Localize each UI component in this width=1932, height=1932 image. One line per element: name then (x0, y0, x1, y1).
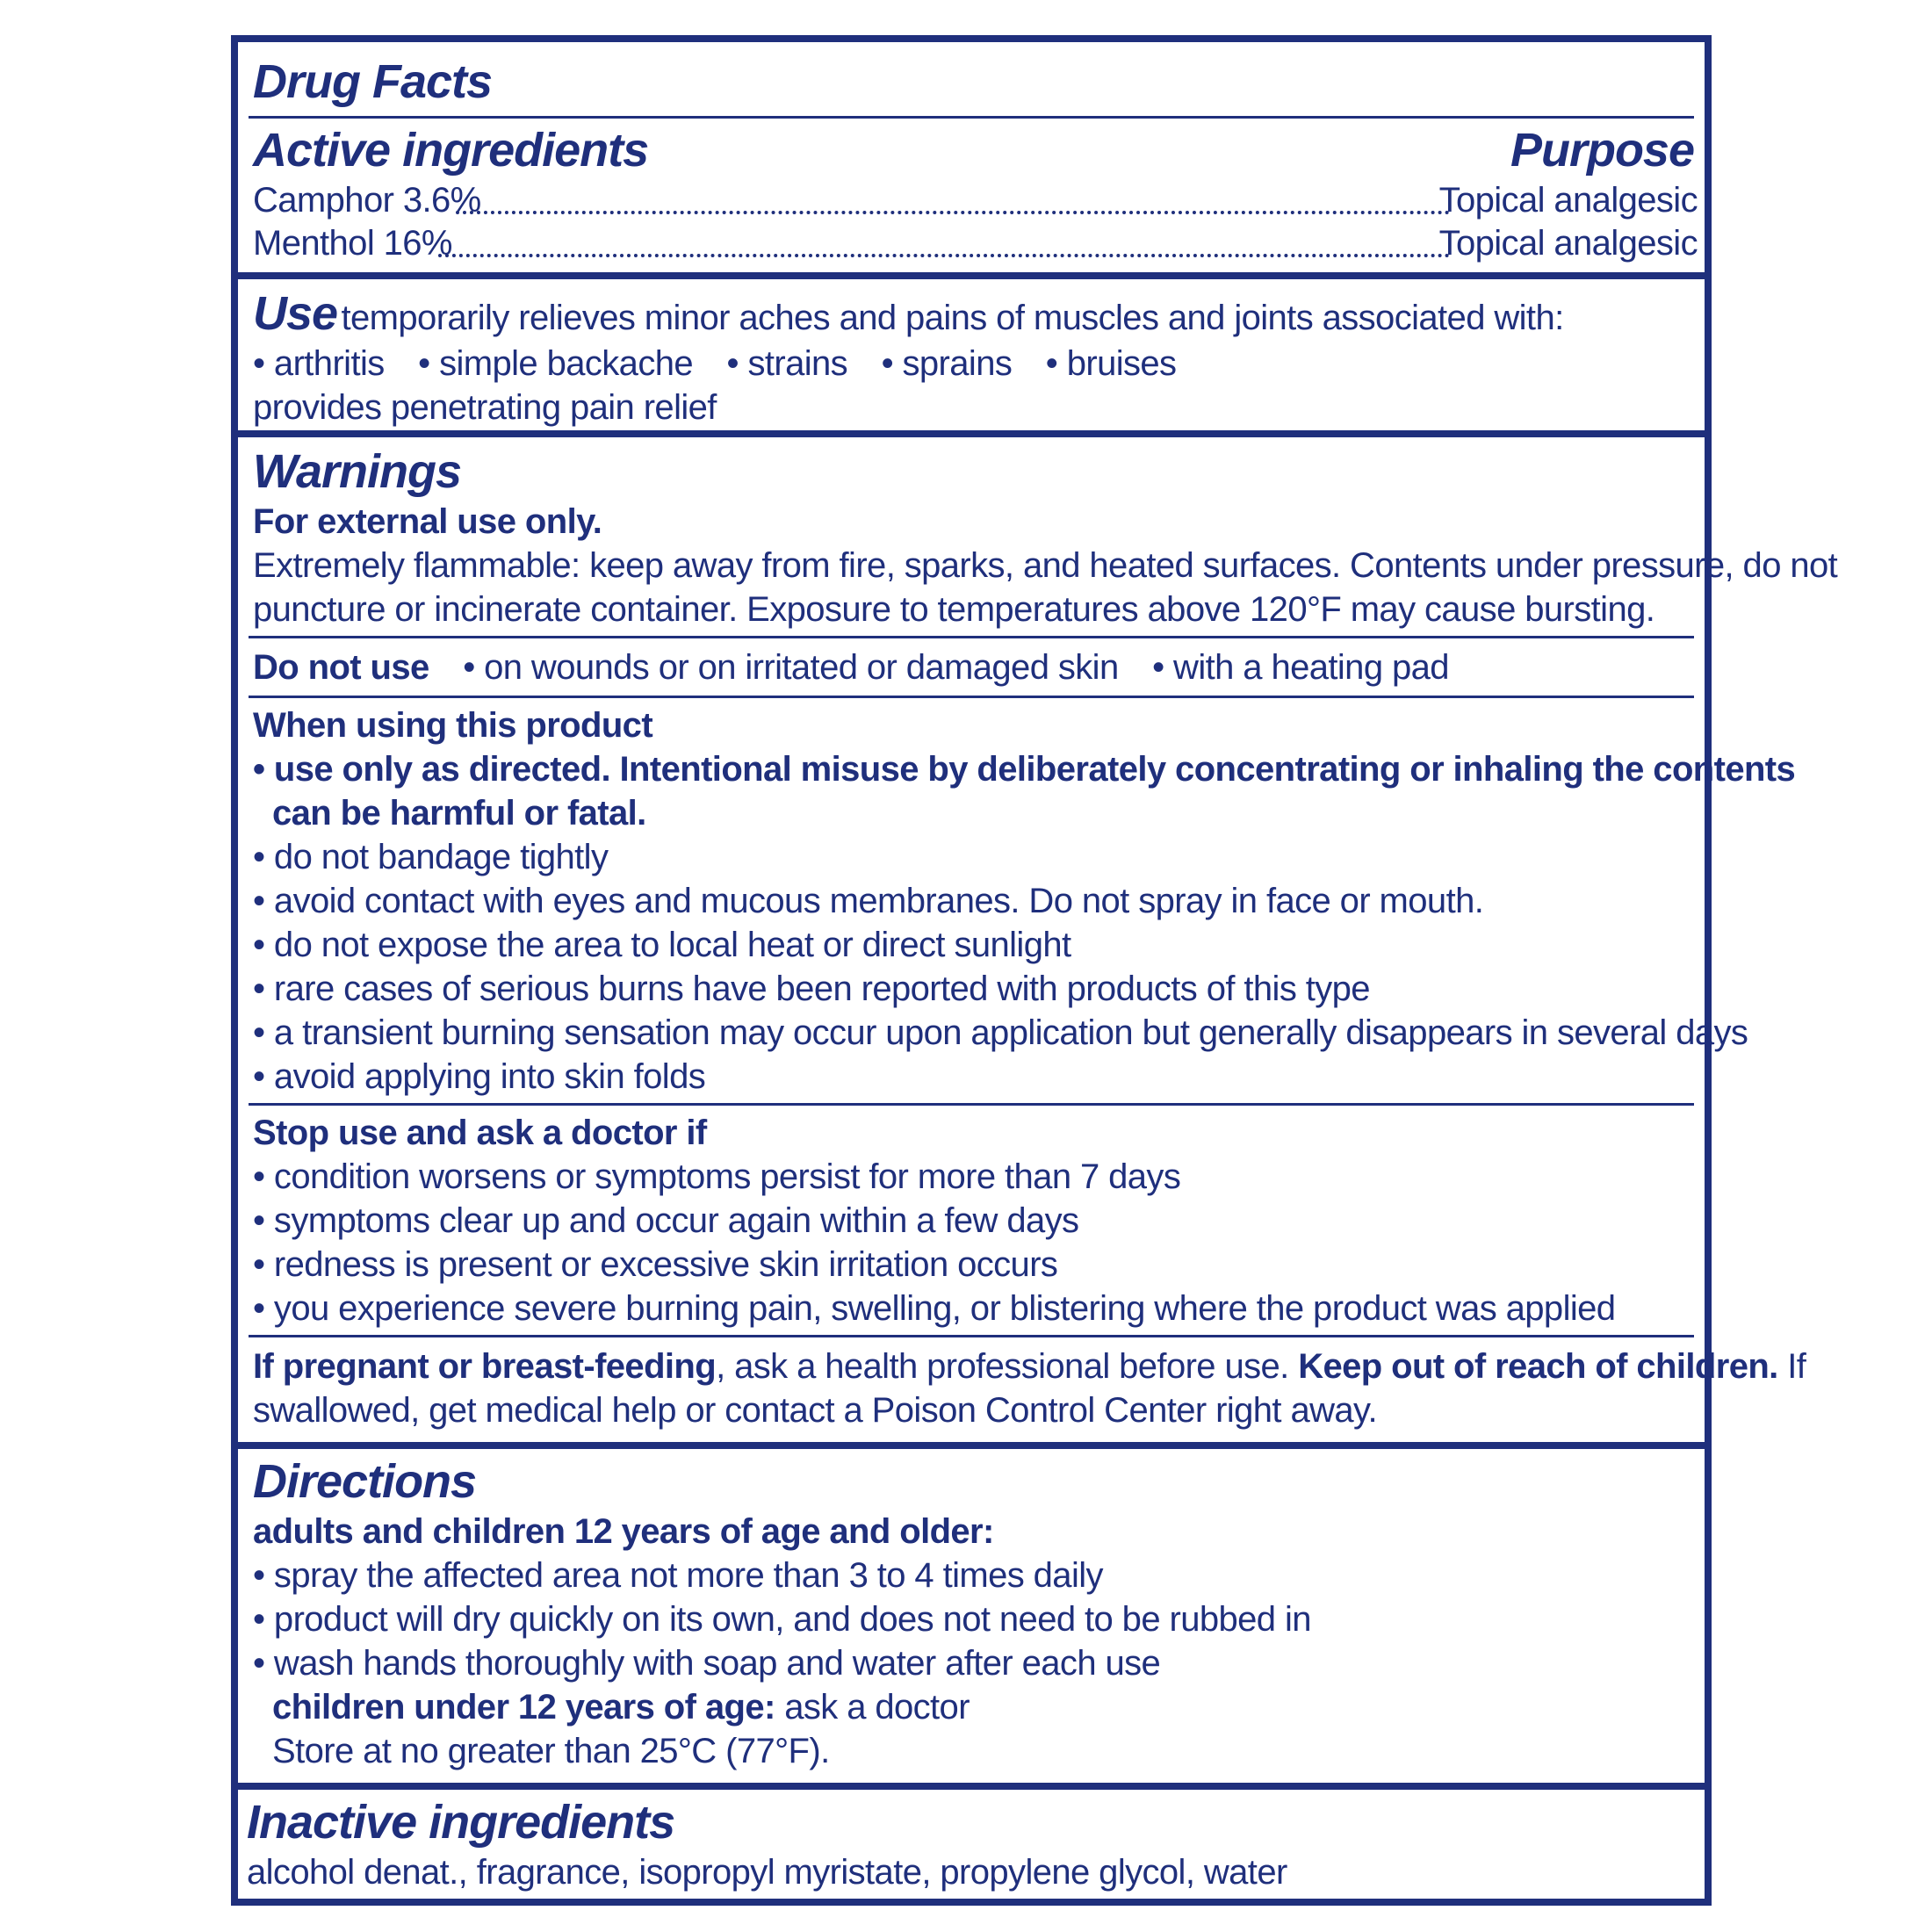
directions-item: • spray the affected area not more than 3 to 4 times daily (253, 1556, 1103, 1595)
external-use-text: For external use only. (253, 502, 602, 541)
keep-out-label: Keep out of reach of children. (1298, 1347, 1778, 1386)
stop-use-heading: Stop use and ask a doctor if (253, 1114, 707, 1152)
pregnant-warning (253, 1349, 1806, 1384)
directions-item: • wash hands thoroughly with soap and water after each use (253, 1644, 1161, 1683)
inactive-ingredients-text: alcohol denat., fragrance, isopropyl myristate, propylene glycol, water (247, 1853, 1287, 1892)
keep-out-text: If (1777, 1347, 1806, 1386)
use-line (253, 287, 1564, 340)
use-item: • arthritis (253, 344, 385, 383)
use-item: • simple backache (418, 344, 694, 383)
use-item: • bruises (1045, 344, 1177, 383)
when-using-item: • avoid contact with eyes and mucous membranes. Do not spray in face or mouth. (253, 882, 1484, 920)
section-divider (238, 272, 1705, 279)
use-item: • sprains (881, 344, 1013, 383)
pregnant-label: If pregnant or breast-feeding (253, 1347, 717, 1386)
directions-item: • product will dry quickly on its own, and does not need to be rubbed in (253, 1600, 1311, 1639)
leader-dots (438, 254, 1450, 257)
divider (249, 1335, 1694, 1337)
flammable-text: Extremely flammable: keep away from fire, sparks, and heated surfaces. Contents under pressure, do not (253, 546, 1838, 585)
do-not-use-label: Do not use (253, 648, 429, 687)
divider (249, 696, 1694, 698)
stop-use-item: • symptoms clear up and occur again within a few days (253, 1201, 1079, 1240)
when-using-item: • do not bandage tightly (253, 838, 609, 876)
warnings-heading: Warnings (253, 445, 462, 498)
use-item: • strains (726, 344, 848, 383)
when-using-heading: When using this product (253, 706, 653, 745)
when-using-warning: • use only as directed. Intentional misuse by deliberately concentrating or inhaling the contents (253, 750, 1796, 789)
pregnant-text: , ask a health professional before use. (716, 1347, 1299, 1386)
use-heading: Use (253, 287, 338, 340)
active-ingredient-purpose: Topical analgesic (1438, 181, 1698, 220)
use-items (253, 346, 1200, 381)
adults-label: adults and children 12 years of age and older: (253, 1512, 994, 1551)
children-label: children under 12 years of age: (272, 1688, 775, 1727)
swallowed-text: swallowed, get medical help or contact a Poison Control Center right away. (253, 1391, 1377, 1430)
section-divider (238, 430, 1705, 437)
children-direction (272, 1690, 970, 1725)
drug-facts-panel (231, 35, 1838, 1906)
when-using-item: • rare cases of serious burns have been reported with products of this type (253, 970, 1370, 1008)
active-ingredient-name: Camphor 3.6% (253, 181, 481, 220)
drug-facts-title: Drug Facts (253, 55, 493, 108)
active-ingredient-purpose: Topical analgesic (1438, 224, 1698, 263)
active-ingredients-heading: Active ingredients (253, 124, 649, 177)
flammable-text: puncture or incinerate container. Exposure to temperatures above 120°F may cause bursting. (253, 590, 1655, 629)
when-using-item: • do not expose the area to local heat or direct sunlight (253, 926, 1071, 964)
do-not-use-line (253, 650, 1474, 685)
when-using-item: • a transient burning sensation may occur upon application but generally disappears in several days (253, 1013, 1748, 1052)
divider (249, 116, 1694, 119)
when-using-warning: can be harmful or fatal. (272, 794, 646, 833)
children-text: ask a doctor (775, 1688, 970, 1727)
do-not-use-item: • on wounds or on irritated or damaged skin (463, 648, 1119, 687)
use-footer: provides penetrating pain relief (253, 388, 717, 427)
section-divider (238, 1442, 1705, 1449)
directions-heading: Directions (253, 1455, 477, 1508)
section-divider (238, 1783, 1705, 1790)
use-text: temporarily relieves minor aches and pains of muscles and joints associated with: (341, 299, 1564, 337)
purpose-heading: Purpose (1510, 124, 1694, 177)
divider (249, 636, 1694, 638)
do-not-use-item: • with a heating pad (1152, 648, 1449, 687)
leader-dots (456, 211, 1450, 214)
active-ingredient-name: Menthol 16% (253, 224, 452, 263)
stop-use-item: • you experience severe burning pain, swelling, or blistering where the product was applied (253, 1289, 1616, 1328)
storage-text: Store at no greater than 25°C (77°F). (272, 1732, 830, 1770)
divider (249, 1103, 1694, 1106)
inactive-ingredients-heading: Inactive ingredients (247, 1796, 675, 1849)
stop-use-item: • redness is present or excessive skin irritation occurs (253, 1245, 1058, 1284)
when-using-item: • avoid applying into skin folds (253, 1057, 706, 1096)
stop-use-item: • condition worsens or symptoms persist for more than 7 days (253, 1157, 1181, 1196)
